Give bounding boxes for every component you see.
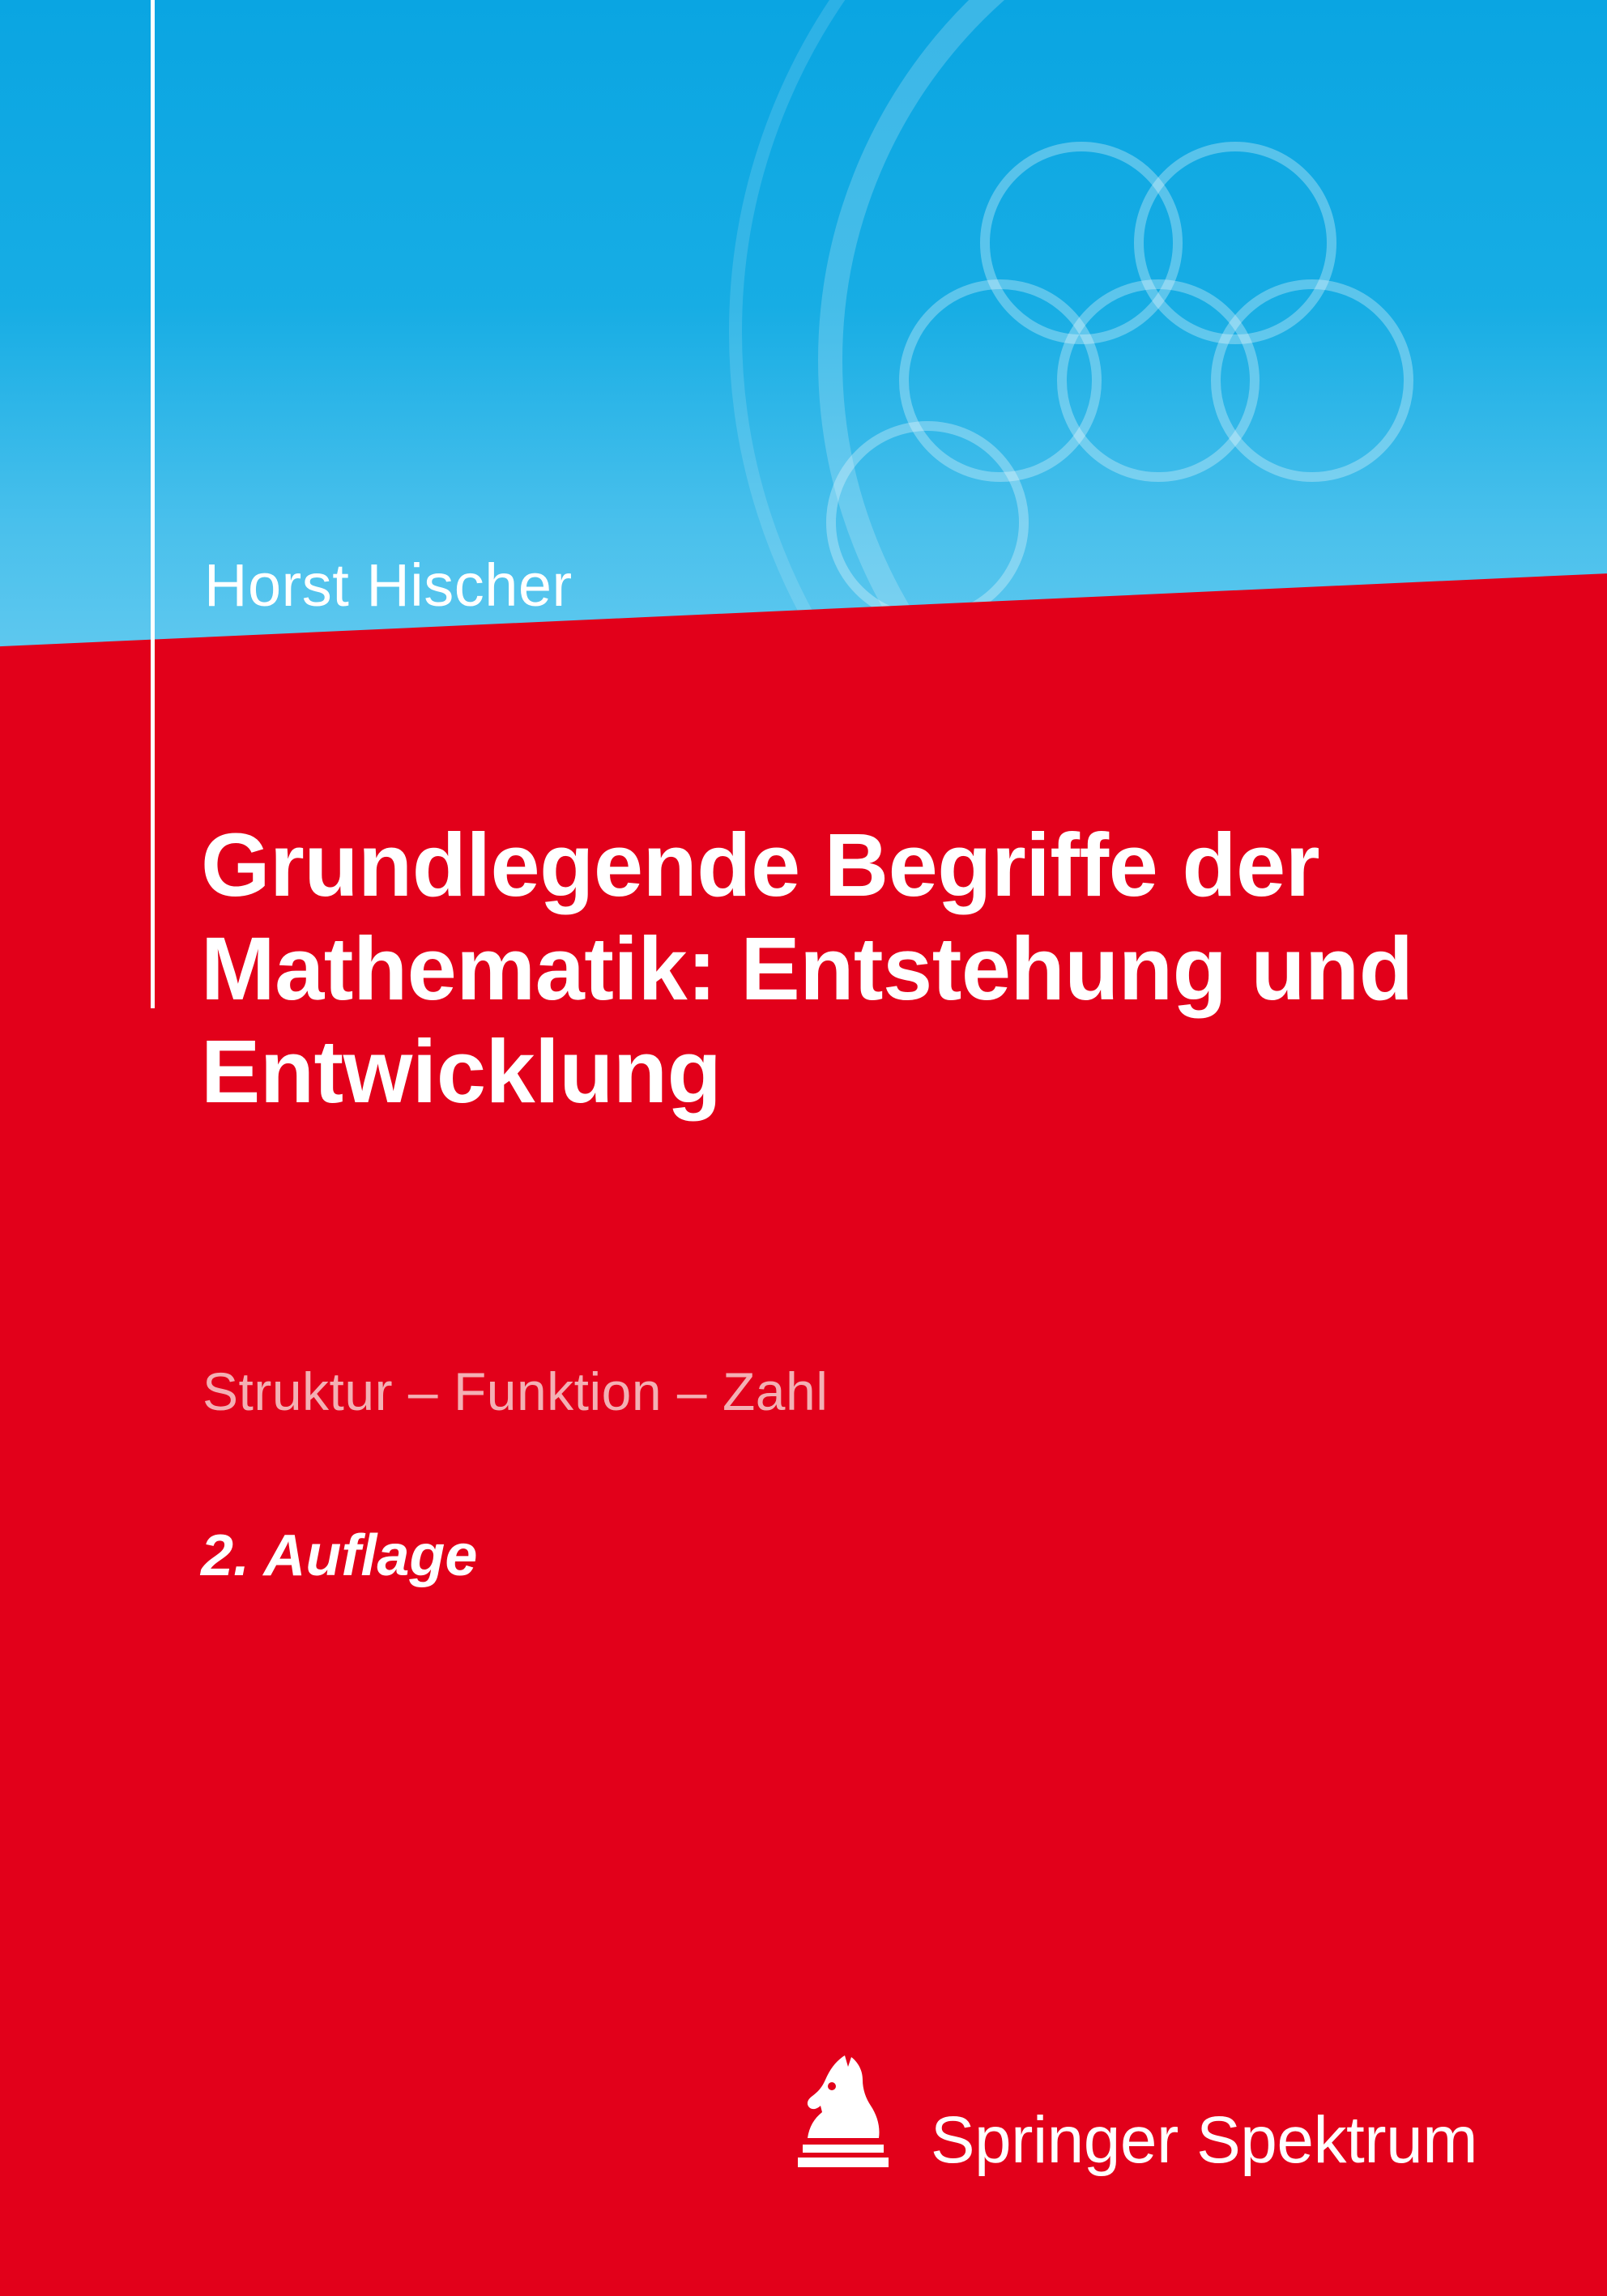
author-name: Horst Hischer <box>204 552 573 619</box>
publisher-name-bold: Springer <box>930 2103 1179 2177</box>
vertical-rule <box>151 0 155 1008</box>
cover-header-band <box>0 0 1607 729</box>
springer-knight-icon <box>795 2049 908 2179</box>
publisher-name-light: Spektrum <box>1178 2103 1477 2177</box>
page-title: Grundlegende Begriffe der Mathematik: Entstehung und Entwicklung <box>201 816 1413 1122</box>
decorative-circle-5 <box>1211 279 1413 482</box>
edition-label: 2. Auflage <box>201 1523 478 1588</box>
subtitle: Struktur – Funktion – Zahl <box>202 1361 829 1421</box>
publisher-name <box>931 2102 1477 2179</box>
decorative-circle-6 <box>826 421 1029 624</box>
publisher-logo <box>795 2049 1477 2179</box>
